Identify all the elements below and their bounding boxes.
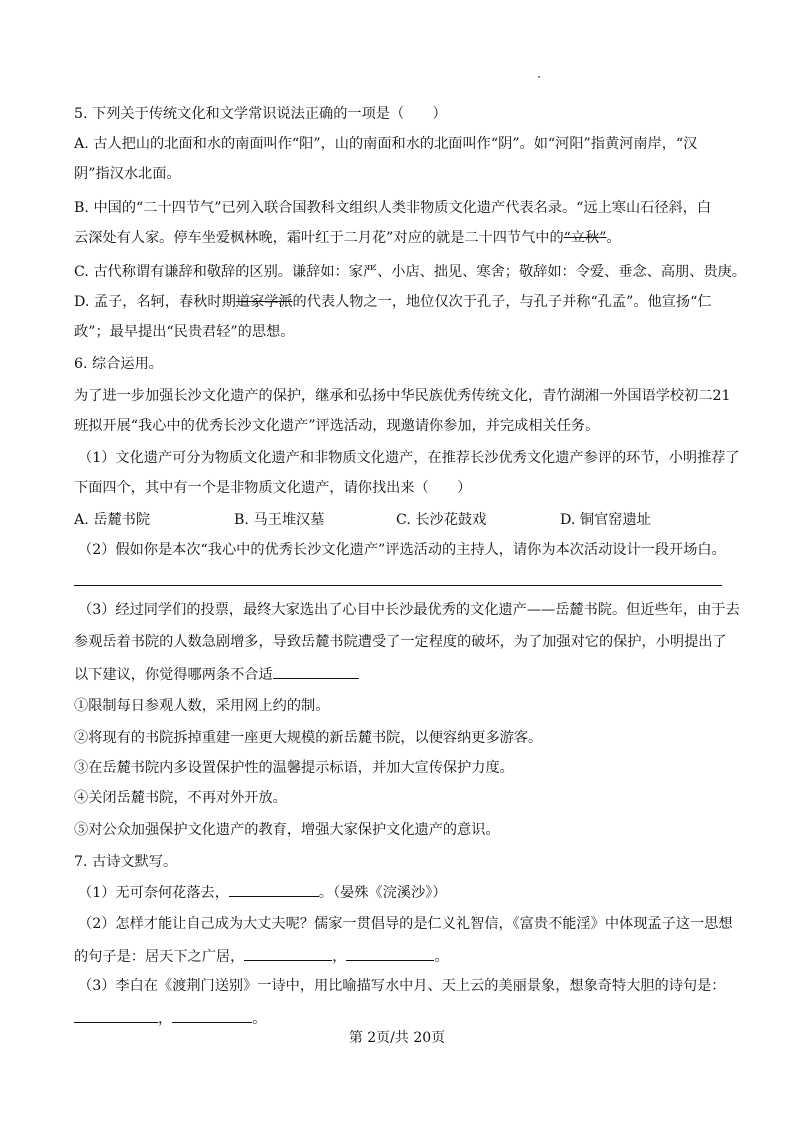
q7-part2-line2 (74, 946, 449, 967)
q6-suggestion-2: ②将现有的书院拆掉重建一座更大规模的新岳麓书院，以便容纳更多游客。 (74, 730, 543, 746)
q5-b-end: 。 (606, 230, 621, 246)
q5-stem: 5. 下列关于传统文化和文学常识说法正确的一项是（ ） (74, 106, 447, 122)
answer-blank (346, 946, 434, 961)
q7-title: 7. 古诗文默写。 (74, 854, 178, 870)
comma: ， (158, 1011, 173, 1027)
q6-option-c: C. 长沙花鼓戏 (396, 512, 487, 528)
q6-option-d: D. 铜官窑遗址 (560, 512, 651, 528)
q7-part1 (78, 882, 447, 903)
q5-option-d-line2: 政”；最早提出“民贵君轻”的思想。 (74, 324, 295, 340)
answer-blank (244, 946, 332, 961)
q7-part2-line1: （2）怎样才能让自己成为大丈夫呢？儒家一贯倡导的是仁义礼智信，《富贵不能淫》中体现孟子这一思想 (78, 916, 733, 932)
q6-part3-line2: 参观岳着书院的人数急剧增多，导致岳麓书院遭受了一定程度的破坏，为了加强对它的保护，小明提出了 (74, 634, 727, 650)
period: 。 (434, 949, 449, 965)
q6-option-a: A. 岳麓书院 (74, 512, 151, 528)
q5-d-struck-text: 道家学派 (235, 294, 293, 310)
comma: ， (332, 949, 347, 965)
answer-line (74, 585, 722, 586)
period: 。 (252, 1011, 267, 1027)
q5-b-struck-text: “立秋” (563, 230, 607, 246)
q7-part3-line2 (74, 1008, 266, 1029)
q6-suggestion-4: ④关闭岳麓书院，不再对外开放。 (74, 790, 287, 806)
q5-option-b-line2 (74, 228, 621, 248)
q5-option-b-line1: B. 中国的“二十四节气”已列入联合国教科文组织人类非物质文化遗产代表名录。“远上寒山石径斜，白 (74, 200, 712, 216)
q5-option-c: C. 古代称谓有谦辞和敬辞的区别。谦辞如：家严、小店、拙见、寒舍；敬辞如：令爱、垂念、高朋、贵庚。 (74, 264, 746, 280)
q5-option-d-line1 (74, 292, 712, 312)
scan-speck (538, 76, 540, 78)
q6-part3-text: 以下建议，你觉得哪两条不合适 (74, 667, 273, 683)
q7-part2-text: 的句子是：居天下之广居， (74, 949, 245, 965)
q6-part3-line1: （3）经过同学们的投票，最终大家选出了心目中长沙最优秀的文化遗产——岳麓书院。但近些年，由于去 (78, 602, 740, 618)
q6-title: 6. 综合运用。 (74, 356, 163, 372)
q6-suggestion-1: ①限制每日参观人数，采用网上约的制。 (74, 698, 330, 714)
answer-blank (273, 664, 359, 679)
q6-intro-line1: 为了进一步加强长沙文化遗产的保护，继承和弘扬中华民族优秀传统文化，青竹湖湘一外国语学校初二21 (74, 388, 731, 404)
answer-blank (74, 1008, 158, 1023)
answer-blank (229, 882, 319, 897)
q6-part3-line3 (74, 664, 359, 685)
q5-b-text: 云深处有人家。停车坐爱枫林晚，霜叶红于二月花”对应的就是二十四节气中的 (74, 230, 564, 246)
q6-part1-line2: 下面四个，其中有一个是非物质文化遗产，请你找出来（ ） (74, 480, 472, 496)
q5-option-a-line1: A. 古人把山的北面和水的南面叫作“阳”，山的南面和水的北面叫作“阴”。如“河阳”指黄河南岸，“汉 (74, 136, 698, 152)
q6-options-row (74, 510, 674, 530)
q5-d-text: D. 孟子，名轲，春秋时期 (74, 294, 236, 310)
q5-d-text-cont: 的代表人物之一，地位仅次于孔子，与孔子并称“孔孟”。他宣扬“仁 (292, 294, 712, 310)
q6-option-b: B. 马王堆汉墓 (234, 512, 325, 528)
q6-suggestion-5: ⑤对公众加强保护文化遗产的教育，增强大家保护文化遗产的意识。 (74, 822, 500, 838)
q7-part3-line1: （3）李白在《渡荆门送别》一诗中，用比喻描写水中月、天上云的美丽景象，想象奇特大胆的诗句是： (78, 978, 726, 994)
q7-part1-text: （1）无可奈何花落去， (78, 885, 229, 901)
q6-suggestion-3: ③在岳麓书院内多设置保护性的温馨提示标语，并加大宣传保护力度。 (74, 760, 514, 776)
q7-part1-source: 。（晏殊《浣溪沙》） (318, 885, 447, 901)
q6-intro-line2: 班拟开展“我心中的优秀长沙文化遗产”评选活动，现邀请你参加，并完成相关任务。 (74, 418, 600, 434)
answer-blank (172, 1008, 252, 1023)
q6-part1-line1: （1）文化遗产可分为物质文化遗产和非物质文化遗产，在推荐长沙优秀文化遗产参评的环节，小明推荐了 (78, 450, 740, 466)
q5-option-a-line2: 阴”指汉水北面。 (74, 166, 181, 182)
page-number: 第 2页/共 20页 (348, 1030, 446, 1046)
q6-part2: （2）假如你是本次“我心中的优秀长沙文化遗产”评选活动的主持人，请你为本次活动设计一段开场白。 (78, 542, 726, 558)
